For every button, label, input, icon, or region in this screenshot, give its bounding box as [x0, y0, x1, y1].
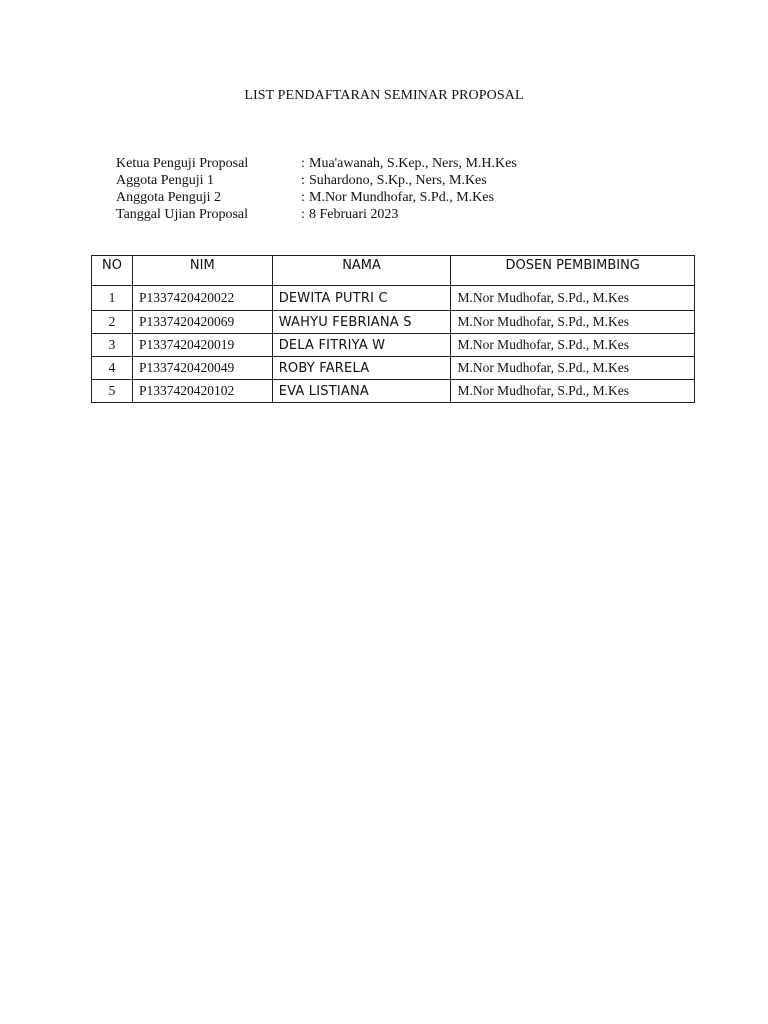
column-header-nama: NAMA [272, 256, 451, 286]
cell-dosen: M.Nor Mudhofar, S.Pd., M.Kes [451, 357, 695, 380]
examiner-info [116, 155, 517, 223]
column-header-dosen: DOSEN PEMBIMBING [451, 256, 695, 286]
cell-dosen: M.Nor Mudhofar, S.Pd., M.Kes [451, 286, 695, 311]
info-separator: : [301, 207, 305, 222]
info-label: Anggota Penguji 2 [116, 190, 221, 205]
cell-no: 1 [92, 286, 133, 311]
table-row [92, 311, 695, 334]
table-row [92, 286, 695, 311]
cell-nim: P1337420420049 [132, 357, 272, 380]
cell-nim: P1337420420019 [132, 334, 272, 357]
info-value: Mua'awanah, S.Kep., Ners, M.H.Kes [309, 156, 517, 171]
table-row [92, 357, 695, 380]
cell-no: 4 [92, 357, 133, 380]
info-value: 8 Februari 2023 [309, 207, 399, 222]
cell-nama: EVA LISTIANA [272, 380, 451, 403]
cell-nama: ROBY FARELA [272, 357, 451, 380]
info-label: Tanggal Ujian Proposal [116, 207, 248, 222]
cell-nama: DEWITA PUTRI C [272, 286, 451, 311]
cell-nama: WAHYU FEBRIANA S [272, 311, 451, 334]
table-header-row [92, 256, 695, 286]
table-row [92, 380, 695, 403]
cell-dosen: M.Nor Mudhofar, S.Pd., M.Kes [451, 380, 695, 403]
cell-nim: P1337420420069 [132, 311, 272, 334]
info-row-anggota-penguji-2 [116, 189, 517, 206]
document-title: LIST PENDAFTARAN SEMINAR PROPOSAL [244, 88, 524, 103]
column-header-no: NO [92, 256, 133, 286]
info-separator: : [301, 190, 305, 205]
info-row-anggota-penguji-1 [116, 172, 517, 189]
info-separator: : [301, 156, 305, 171]
cell-no: 2 [92, 311, 133, 334]
table-row [92, 334, 695, 357]
cell-nama: DELA FITRIYA W [272, 334, 451, 357]
cell-nim: P1337420420022 [132, 286, 272, 311]
registration-table [91, 255, 695, 403]
info-value: Suhardono, S.Kp., Ners, M.Kes [309, 173, 487, 188]
cell-no: 5 [92, 380, 133, 403]
info-value: M.Nor Mundhofar, S.Pd., M.Kes [309, 190, 494, 205]
column-header-nim: NIM [132, 256, 272, 286]
info-separator: : [301, 173, 305, 188]
info-label: Ketua Penguji Proposal [116, 156, 249, 171]
cell-nim: P1337420420102 [132, 380, 272, 403]
cell-dosen: M.Nor Mudhofar, S.Pd., M.Kes [451, 334, 695, 357]
cell-no: 3 [92, 334, 133, 357]
info-row-tanggal-ujian [116, 206, 517, 223]
info-label: Aggota Penguji 1 [116, 173, 214, 188]
info-row-ketua-penguji [116, 155, 517, 172]
cell-dosen: M.Nor Mudhofar, S.Pd., M.Kes [451, 311, 695, 334]
